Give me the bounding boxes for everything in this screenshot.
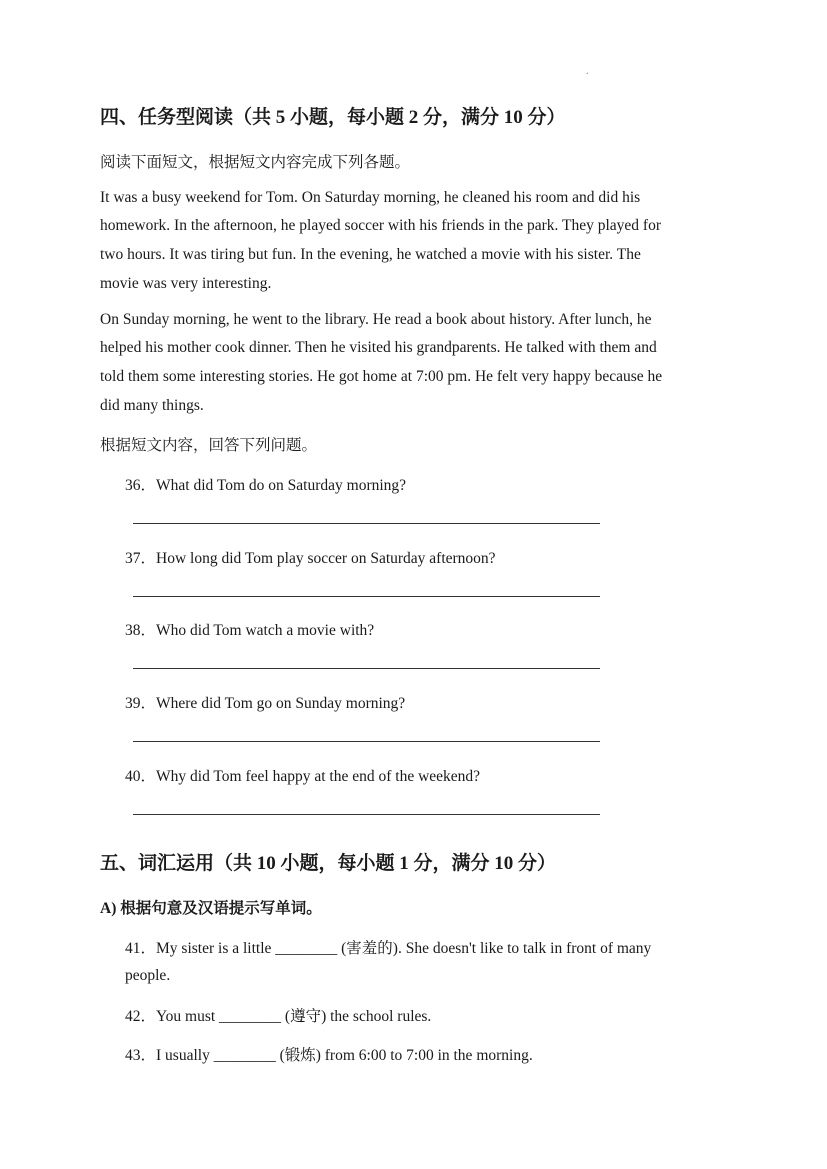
part-a-title: A) 根据句意及汉语提示写单词。 bbox=[100, 900, 322, 917]
answer-line-37[interactable] bbox=[133, 596, 600, 597]
passage-line: helped his mother cook dinner. Then he visited his grandparents. He talked with them and bbox=[100, 339, 657, 356]
question-40 bbox=[125, 764, 480, 786]
passage-line: told them some interesting stories. He got home at 7:00 pm. He felt very happy because he bbox=[100, 368, 663, 385]
question-41-continued: people. bbox=[125, 967, 171, 984]
question-text: You must ________ (遵守) the school rules. bbox=[156, 1008, 432, 1025]
page-mark: . bbox=[586, 66, 589, 77]
question-number: 42． bbox=[125, 1008, 157, 1025]
answer-line-36[interactable] bbox=[133, 523, 600, 524]
question-prompt: 根据短文内容，回答下列问题。 bbox=[100, 437, 318, 454]
question-number: 39． bbox=[125, 695, 157, 712]
passage-line: movie was very interesting. bbox=[100, 275, 272, 292]
question-number: 41． bbox=[125, 940, 157, 957]
question-text: My sister is a little ________ (害羞的). She doesn't like to talk in front of many bbox=[156, 940, 652, 957]
question-42 bbox=[125, 1004, 431, 1026]
passage-line: It was a busy weekend for Tom. On Saturday morning, he cleaned his room and did his bbox=[100, 189, 641, 206]
question-number: 37． bbox=[125, 550, 157, 567]
question-text: Why did Tom feel happy at the end of the weekend? bbox=[156, 768, 481, 785]
passage-line: On Sunday morning, he went to the library. He read a book about history. After lunch, he bbox=[100, 311, 652, 328]
question-text: How long did Tom play soccer on Saturday afternoon? bbox=[156, 550, 496, 567]
question-text: Who did Tom watch a movie with? bbox=[156, 622, 375, 639]
answer-line-39[interactable] bbox=[133, 741, 600, 742]
question-text: Where did Tom go on Sunday morning? bbox=[156, 695, 406, 712]
passage-line: did many things. bbox=[100, 397, 204, 414]
section-5-title: 五、词汇运用（共 10 小题，每小题 1 分，满分 10 分） bbox=[100, 853, 557, 874]
question-number: 43． bbox=[125, 1047, 157, 1064]
answer-line-38[interactable] bbox=[133, 668, 600, 669]
question-36 bbox=[125, 473, 406, 495]
question-number: 36． bbox=[125, 477, 157, 494]
question-39 bbox=[125, 691, 405, 713]
question-number: 38． bbox=[125, 622, 157, 639]
question-38 bbox=[125, 618, 374, 640]
question-41 bbox=[125, 936, 651, 958]
section-4-instruction: 阅读下面短文，根据短文内容完成下列各题。 bbox=[100, 154, 411, 171]
passage-line: homework. In the afternoon, he played soccer with his friends in the park. They played for bbox=[100, 217, 661, 234]
section-4-title: 四、任务型阅读（共 5 小题，每小题 2 分，满分 10 分） bbox=[100, 107, 566, 128]
passage-line: two hours. It was tiring but fun. In the evening, he watched a movie with his sister. The bbox=[100, 246, 641, 263]
question-text: What did Tom do on Saturday morning? bbox=[156, 477, 407, 494]
question-37 bbox=[125, 546, 496, 568]
question-43 bbox=[125, 1043, 533, 1065]
answer-line-40[interactable] bbox=[133, 814, 600, 815]
question-number: 40． bbox=[125, 768, 157, 785]
question-text: I usually ________ (锻炼) from 6:00 to 7:00 in the morning. bbox=[156, 1047, 533, 1064]
